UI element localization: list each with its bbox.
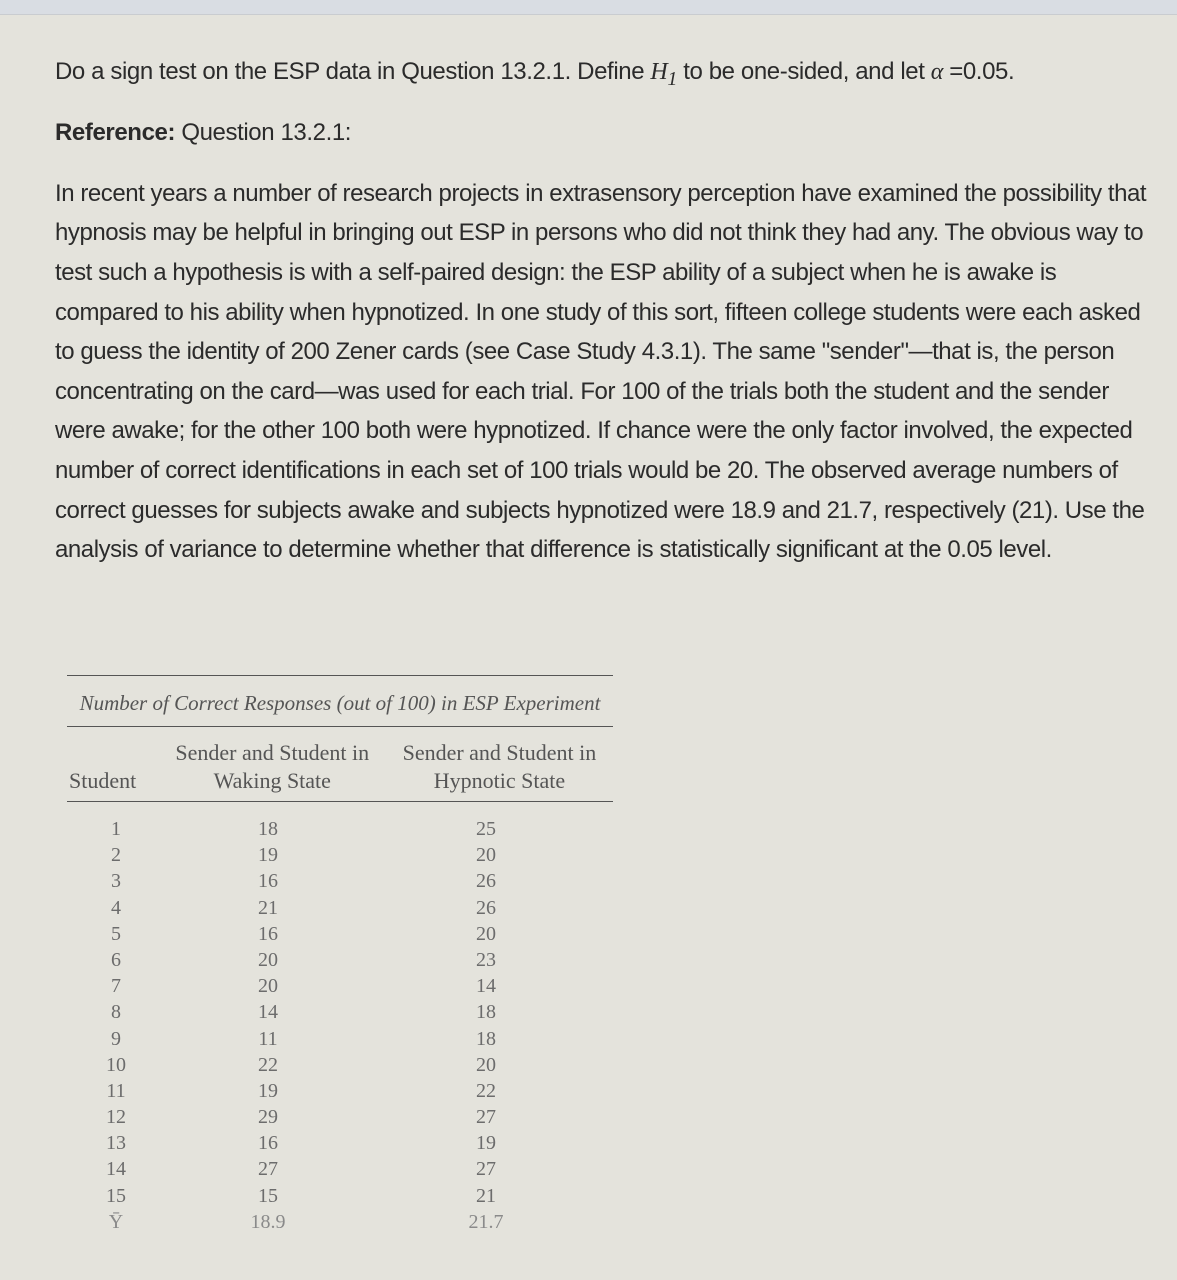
hypothesis-symbol: $H_1$ [650, 59, 677, 90]
cell-waking: 11 [258, 1027, 278, 1050]
cell-waking: 15 [258, 1184, 278, 1207]
cell-hypnotic: 22 [476, 1079, 496, 1102]
cell-hypnotic: 26 [476, 896, 496, 919]
table-row [67, 947, 613, 973]
table-row [67, 999, 613, 1025]
mean-row [67, 1209, 613, 1235]
cell-waking: 20 [258, 975, 278, 998]
cell-waking: 14 [258, 1001, 278, 1024]
cell-hypnotic: 18 [476, 1027, 496, 1050]
table-row [67, 868, 613, 894]
cell-hypnotic: 19 [476, 1132, 496, 1155]
question-text [55, 55, 1155, 96]
table-body [67, 802, 613, 1235]
cell-waking: 27 [258, 1158, 278, 1181]
table-row [67, 842, 613, 868]
header-waking: Sender and Student in Waking State [175, 740, 370, 793]
header-student: Student [69, 768, 137, 793]
question-text-middle: to be one-sided, and let [676, 58, 931, 85]
mean-cell-waking: 18.9 [250, 1210, 286, 1233]
esp-data-table [67, 675, 613, 1235]
cell-student: 15 [106, 1184, 126, 1207]
table-row [67, 1078, 613, 1104]
cell-student: 4 [111, 896, 121, 919]
cell-hypnotic: 23 [476, 948, 496, 971]
cell-student: 8 [111, 1001, 121, 1024]
cell-student: 14 [106, 1158, 126, 1181]
cell-student: 5 [111, 922, 121, 945]
cell-hypnotic: 25 [476, 818, 496, 840]
table-row [67, 1130, 613, 1156]
cell-hypnotic: 20 [476, 922, 496, 945]
table-row [67, 1026, 613, 1052]
cell-hypnotic: 26 [476, 870, 496, 893]
cell-hypnotic: 27 [476, 1158, 496, 1181]
cell-waking: 22 [258, 1053, 278, 1076]
cell-hypnotic: 20 [476, 844, 496, 867]
cell-hypnotic: 20 [476, 1053, 496, 1076]
reference-line [55, 116, 1155, 150]
cell-waking: 21 [258, 896, 278, 919]
cell-student: 13 [106, 1132, 126, 1155]
question-page [55, 55, 1155, 570]
mean-cell-student: Ȳ [108, 1210, 124, 1233]
cell-waking: 19 [258, 844, 278, 867]
table-row [67, 816, 613, 842]
header-hypnotic: Sender and Student in Hypnotic State [402, 740, 597, 793]
cell-student: 10 [106, 1053, 126, 1076]
table-row [67, 1104, 613, 1130]
cell-hypnotic: 21 [476, 1184, 496, 1207]
table-header [67, 727, 613, 801]
cell-waking: 16 [258, 1132, 278, 1155]
cell-student: 11 [106, 1079, 126, 1102]
top-bar [0, 0, 1177, 15]
table-row [67, 1156, 613, 1182]
table-row [67, 1052, 613, 1078]
table-row [67, 1183, 613, 1209]
cell-student: 7 [111, 975, 121, 998]
cell-student: 2 [111, 844, 121, 867]
reference-passage: In recent years a number of research projects in extrasensory perception have examined the possibility that hypnosis may be helpful in bringing out ESP in persons who did not think they had any. The obvious way to test such a hypothesis is with a self-paired design: the ESP ability of a subject when he is awake is compared to his ability when hypnotized. In one study of this sort, fifteen college students were each asked to guess the identity of 200 Zener cards (see Case Study 4.3.1). The same "sender"—that is, the person concentrating on the card—was used for each trial. For 100 of the trials both the student and the sender were awake; for the other 100 both were hypnotized. If chance were the only factor involved, the expected number of correct identifications in each set of 100 trials would be 20. The observed average numbers of correct guesses for subjects awake and subjects hypnotized were 18.9 and 21.7, respectively (21). Use the analysis of variance to determine whether that difference is statistically significant at the 0.05 level. [55, 179, 1147, 564]
reference-text: Question 13.2.1: [175, 118, 352, 146]
cell-waking: 20 [258, 948, 278, 971]
cell-waking: 29 [258, 1106, 278, 1129]
table-caption: Number of Correct Responses (out of 100) in ESP Experiment [79, 691, 601, 715]
cell-waking: 18 [258, 818, 278, 840]
cell-student: 1 [111, 818, 121, 840]
cell-student: 12 [106, 1106, 126, 1129]
question-text-end: =0.05. [942, 58, 1015, 85]
cell-hypnotic: 14 [476, 975, 496, 998]
table-row [67, 921, 613, 947]
table-row [67, 895, 613, 921]
cell-student: 9 [111, 1027, 121, 1050]
cell-waking: 19 [258, 1079, 278, 1102]
cell-student: 6 [111, 948, 121, 971]
alpha-symbol: α [930, 59, 943, 85]
cell-waking: 16 [258, 922, 278, 945]
cell-hypnotic: 27 [476, 1106, 496, 1129]
reference-label: Reference: [55, 118, 176, 146]
cell-student: 3 [111, 870, 121, 893]
table-row [67, 973, 613, 999]
cell-waking: 16 [258, 870, 278, 893]
cell-hypnotic: 18 [476, 1001, 496, 1024]
question-text-start: Do a sign test on the ESP data in Question 13.2.1. Define [55, 58, 651, 85]
mean-cell-hypnotic: 21.7 [468, 1210, 504, 1233]
